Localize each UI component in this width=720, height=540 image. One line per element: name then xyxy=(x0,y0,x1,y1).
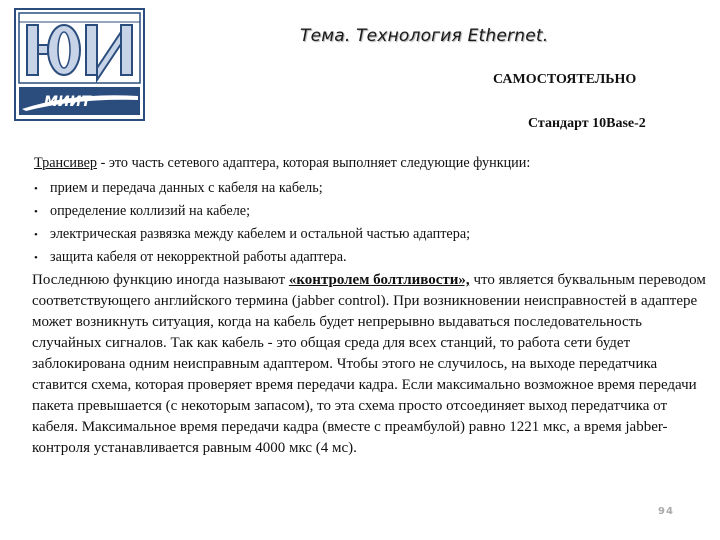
bullet-icon: • xyxy=(34,206,38,218)
bullet-icon: • xyxy=(34,183,38,195)
bullet-icon: • xyxy=(34,229,38,241)
list-item-text: электрическая развязка между кабелем и остальной частью адаптера; xyxy=(50,226,471,242)
intro-text: - это часть сетевого адаптера, которая выполняет следующие функции: xyxy=(97,155,531,171)
term-transceiver: Трансивер xyxy=(34,155,98,171)
list-item xyxy=(34,246,470,269)
logo xyxy=(14,8,145,121)
logo-caption: МИИТ xyxy=(44,94,91,110)
page-number: 94 xyxy=(658,506,674,517)
function-list xyxy=(34,177,470,269)
intro-line xyxy=(34,155,530,172)
list-item xyxy=(34,223,470,246)
paragraph-start: Последнюю функцию иногда называют xyxy=(32,272,289,288)
jabber-control-term: «контролем болтливости», xyxy=(288,272,470,288)
list-item-text: определение коллизий на кабеле; xyxy=(50,203,251,219)
list-item-text: прием и передача данных с кабеля на кабель; xyxy=(50,180,323,196)
list-item xyxy=(34,177,470,200)
paragraph-rest: что является буквальным переводом соответствующего английского термина (jabber control). При возникновении неисправностей в адаптере может возникнуть ситуация, когда на кабель будет непрерывно выдаваться последовательность случайных сигналов. Так как кабель - это общая среда для всех станций, то работа сети будет заблокирована одним неисправным адаптером. Чтобы этого не случилось, на выходе передатчика ставится схема, которая проверяет время передачи кадра. Если максимально возможное время передачи пакета превышается (с некоторым запасом), то эта схема просто отсоединяет выход передатчика от кабеля. Максимальное время передачи кадра (вместе с преамбулой) равно 1221 мкс, а время jabber- контроля устанавливается равным 4000 мкс (4 мс). xyxy=(32,272,706,456)
list-item-text: защита кабеля от некорректной работы адаптера. xyxy=(50,249,347,265)
list-item xyxy=(34,200,470,223)
page-title: Тема. Технология Ethernet. xyxy=(300,26,549,46)
bullet-icon: • xyxy=(34,252,38,264)
subtitle-standard: Стандарт 10Base-2 xyxy=(528,116,646,131)
body-paragraph xyxy=(32,270,707,459)
subtitle-self-study: САМОСТОЯТЕЛЬНО xyxy=(493,72,637,87)
university-logo-icon xyxy=(14,8,145,121)
